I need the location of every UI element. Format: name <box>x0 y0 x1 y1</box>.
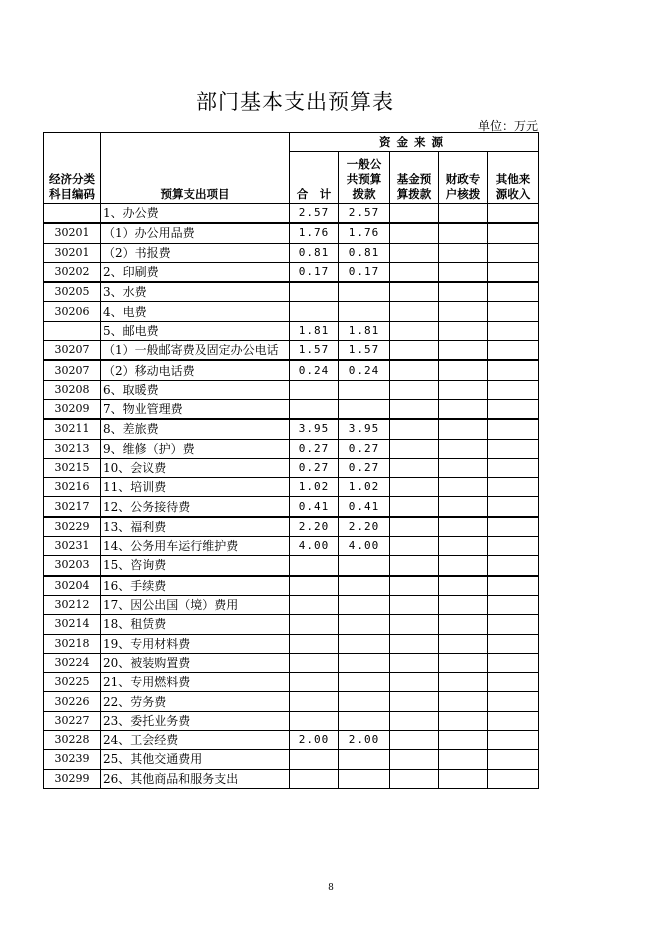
cell-total <box>290 556 339 576</box>
cell-econ-code: 30225 <box>44 673 101 692</box>
cell-other <box>488 243 539 262</box>
cell-total <box>290 595 339 614</box>
cell-fund-budget <box>390 204 439 224</box>
cell-total: 0.27 <box>290 458 339 477</box>
table-row <box>44 439 539 458</box>
cell-total <box>290 615 339 634</box>
cell-econ-code: 30228 <box>44 731 101 750</box>
table-row <box>44 615 539 634</box>
cell-fund-budget <box>390 360 439 380</box>
header-total: 合 计 <box>290 152 339 204</box>
cell-econ-code: 30208 <box>44 380 101 399</box>
cell-total: 0.41 <box>290 497 339 517</box>
cell-general-budget: 1.76 <box>339 223 390 243</box>
cell-fiscal <box>439 537 488 556</box>
cell-total: 2.20 <box>290 517 339 537</box>
cell-item: 25、其他交通费用 <box>101 750 290 769</box>
cell-fiscal <box>439 380 488 399</box>
table-row <box>44 321 539 340</box>
cell-econ-code: 30217 <box>44 497 101 517</box>
cell-fund-budget <box>390 282 439 302</box>
cell-total <box>290 653 339 672</box>
cell-other <box>488 380 539 399</box>
cell-general-budget <box>339 282 390 302</box>
cell-fiscal <box>439 282 488 302</box>
header-sources: 资金来源 <box>290 133 539 152</box>
cell-fiscal <box>439 439 488 458</box>
header-fund-budget <box>390 152 439 204</box>
header-other <box>488 152 539 204</box>
cell-item: （2）移动电话费 <box>101 360 290 380</box>
cell-econ-code: 30216 <box>44 478 101 497</box>
cell-total <box>290 399 339 419</box>
cell-general-budget <box>339 634 390 653</box>
cell-item: 16、手续费 <box>101 576 290 596</box>
cell-econ-code: 30226 <box>44 692 101 711</box>
cell-other <box>488 615 539 634</box>
cell-fiscal <box>439 360 488 380</box>
cell-general-budget: 2.20 <box>339 517 390 537</box>
cell-item: 17、因公出国（境）费用 <box>101 595 290 614</box>
table-row <box>44 595 539 614</box>
cell-fiscal <box>439 769 488 788</box>
header-fiscal-line2: 户核拨 <box>445 187 481 201</box>
cell-other <box>488 360 539 380</box>
cell-general-budget: 1.57 <box>339 341 390 361</box>
cell-fiscal <box>439 711 488 730</box>
cell-econ-code: 30299 <box>44 769 101 788</box>
table-row <box>44 282 539 302</box>
cell-item: 24、工会经费 <box>101 731 290 750</box>
cell-general-budget: 1.02 <box>339 478 390 497</box>
cell-item: （2）书报费 <box>101 243 290 262</box>
cell-fiscal <box>439 595 488 614</box>
cell-general-budget: 4.00 <box>339 537 390 556</box>
cell-item: 4、电费 <box>101 302 290 321</box>
header-general-line3: 拨款 <box>352 187 376 201</box>
table-row <box>44 692 539 711</box>
cell-fund-budget <box>390 634 439 653</box>
cell-fund-budget <box>390 576 439 596</box>
cell-general-budget <box>339 653 390 672</box>
cell-other <box>488 204 539 224</box>
cell-general-budget: 1.81 <box>339 321 390 340</box>
cell-item: 22、劳务费 <box>101 692 290 711</box>
table-row <box>44 223 539 243</box>
cell-econ-code: 30211 <box>44 419 101 439</box>
cell-item: 10、会议费 <box>101 458 290 477</box>
cell-item: 3、水费 <box>101 282 290 302</box>
table-row <box>44 360 539 380</box>
cell-econ-code: 30229 <box>44 517 101 537</box>
cell-fund-budget <box>390 439 439 458</box>
cell-other <box>488 458 539 477</box>
cell-econ-code: 30231 <box>44 537 101 556</box>
cell-other <box>488 478 539 497</box>
cell-item: （1）一般邮寄费及固定办公电话 <box>101 341 290 361</box>
cell-other <box>488 419 539 439</box>
cell-total: 2.00 <box>290 731 339 750</box>
cell-general-budget <box>339 380 390 399</box>
cell-econ-code: 30207 <box>44 360 101 380</box>
cell-item: 19、专用材料费 <box>101 634 290 653</box>
cell-econ-code: 30218 <box>44 634 101 653</box>
table-row <box>44 673 539 692</box>
header-general-budget <box>339 152 390 204</box>
cell-item: 15、咨询费 <box>101 556 290 576</box>
table-row <box>44 556 539 576</box>
cell-fiscal <box>439 750 488 769</box>
cell-other <box>488 282 539 302</box>
cell-fund-budget <box>390 341 439 361</box>
cell-econ-code: 30215 <box>44 458 101 477</box>
cell-item: 26、其他商品和服务支出 <box>101 769 290 788</box>
cell-fund-budget <box>390 517 439 537</box>
cell-econ-code <box>44 204 101 224</box>
cell-fiscal <box>439 497 488 517</box>
cell-item: 7、物业管理费 <box>101 399 290 419</box>
table-row <box>44 769 539 788</box>
table-row <box>44 750 539 769</box>
table-row <box>44 653 539 672</box>
cell-general-budget: 2.00 <box>339 731 390 750</box>
header-econ-code-line1: 经济分类 <box>49 172 95 186</box>
cell-total: 0.81 <box>290 243 339 262</box>
cell-item: 23、委托业务费 <box>101 711 290 730</box>
cell-item: 13、福利费 <box>101 517 290 537</box>
cell-fund-budget <box>390 769 439 788</box>
cell-item: 21、专用燃料费 <box>101 673 290 692</box>
cell-econ-code: 30209 <box>44 399 101 419</box>
cell-other <box>488 692 539 711</box>
cell-fund-budget <box>390 321 439 340</box>
header-other-line2: 源收入 <box>495 187 531 201</box>
cell-general-budget <box>339 576 390 596</box>
page-number: 8 <box>328 883 334 893</box>
cell-econ-code: 30203 <box>44 556 101 576</box>
cell-fiscal <box>439 419 488 439</box>
cell-other <box>488 223 539 243</box>
cell-total: 1.81 <box>290 321 339 340</box>
cell-item: 18、租赁费 <box>101 615 290 634</box>
table-row <box>44 204 539 224</box>
cell-other <box>488 595 539 614</box>
cell-total <box>290 282 339 302</box>
header-econ-code-line2: 科目编码 <box>49 187 95 201</box>
cell-fund-budget <box>390 711 439 730</box>
cell-general-budget <box>339 595 390 614</box>
table-row <box>44 302 539 321</box>
cell-other <box>488 321 539 340</box>
cell-fiscal <box>439 673 488 692</box>
cell-econ-code <box>44 321 101 340</box>
cell-item: 6、取暖费 <box>101 380 290 399</box>
header-general-line1: 一般公 <box>346 157 382 171</box>
cell-fiscal <box>439 634 488 653</box>
cell-econ-code: 30206 <box>44 302 101 321</box>
cell-other <box>488 399 539 419</box>
cell-fund-budget <box>390 262 439 282</box>
cell-fiscal <box>439 302 488 321</box>
cell-general-budget <box>339 556 390 576</box>
cell-general-budget <box>339 692 390 711</box>
header-fund-line2: 算拨款 <box>396 187 432 201</box>
cell-item: 1、办公费 <box>101 204 290 224</box>
table-row <box>44 537 539 556</box>
unit-label: 单位：万元 <box>477 119 538 133</box>
cell-fiscal <box>439 458 488 477</box>
cell-general-budget: 0.81 <box>339 243 390 262</box>
table-row <box>44 576 539 596</box>
cell-fund-budget <box>390 497 439 517</box>
header-other-line1: 其他来 <box>495 172 531 186</box>
cell-total: 0.17 <box>290 262 339 282</box>
cell-fund-budget <box>390 537 439 556</box>
cell-other <box>488 731 539 750</box>
cell-other <box>488 537 539 556</box>
cell-econ-code: 30205 <box>44 282 101 302</box>
cell-total <box>290 634 339 653</box>
header-fiscal-line1: 财政专 <box>445 172 481 186</box>
cell-fiscal <box>439 399 488 419</box>
cell-fiscal <box>439 731 488 750</box>
cell-general-budget <box>339 399 390 419</box>
cell-fund-budget <box>390 653 439 672</box>
header-item: 预算支出项目 <box>101 133 290 204</box>
cell-item: 9、维修（护）费 <box>101 439 290 458</box>
table-row <box>44 731 539 750</box>
cell-fund-budget <box>390 673 439 692</box>
cell-total <box>290 380 339 399</box>
table-row <box>44 341 539 361</box>
cell-other <box>488 673 539 692</box>
cell-general-budget <box>339 711 390 730</box>
cell-fiscal <box>439 204 488 224</box>
cell-econ-code: 30213 <box>44 439 101 458</box>
cell-other <box>488 302 539 321</box>
cell-fiscal <box>439 478 488 497</box>
header-econ-code <box>44 133 101 204</box>
cell-item: 8、差旅费 <box>101 419 290 439</box>
cell-fiscal <box>439 341 488 361</box>
cell-total <box>290 769 339 788</box>
cell-total <box>290 673 339 692</box>
cell-total <box>290 692 339 711</box>
cell-fund-budget <box>390 419 439 439</box>
table-row <box>44 497 539 517</box>
cell-general-budget: 2.57 <box>339 204 390 224</box>
cell-econ-code: 30201 <box>44 243 101 262</box>
cell-econ-code: 30224 <box>44 653 101 672</box>
table-row <box>44 517 539 537</box>
cell-item: 5、邮电费 <box>101 321 290 340</box>
cell-fiscal <box>439 517 488 537</box>
cell-fund-budget <box>390 478 439 497</box>
cell-fund-budget <box>390 731 439 750</box>
cell-econ-code: 30214 <box>44 615 101 634</box>
cell-other <box>488 750 539 769</box>
table-row <box>44 399 539 419</box>
cell-general-budget: 3.95 <box>339 419 390 439</box>
header-fiscal <box>439 152 488 204</box>
cell-econ-code: 30239 <box>44 750 101 769</box>
cell-other <box>488 653 539 672</box>
cell-total: 4.00 <box>290 537 339 556</box>
cell-fund-budget <box>390 458 439 477</box>
cell-other <box>488 769 539 788</box>
cell-fund-budget <box>390 750 439 769</box>
cell-total <box>290 302 339 321</box>
cell-fiscal <box>439 653 488 672</box>
cell-total <box>290 711 339 730</box>
cell-fund-budget <box>390 556 439 576</box>
cell-total: 3.95 <box>290 419 339 439</box>
cell-total <box>290 576 339 596</box>
table-row <box>44 634 539 653</box>
cell-fiscal <box>439 243 488 262</box>
cell-fund-budget <box>390 223 439 243</box>
cell-general-budget: 0.17 <box>339 262 390 282</box>
table-row <box>44 458 539 477</box>
cell-total: 0.27 <box>290 439 339 458</box>
cell-fund-budget <box>390 302 439 321</box>
cell-general-budget <box>339 769 390 788</box>
cell-other <box>488 341 539 361</box>
cell-general-budget: 0.24 <box>339 360 390 380</box>
cell-total <box>290 750 339 769</box>
cell-item: 20、被装购置费 <box>101 653 290 672</box>
cell-fund-budget <box>390 399 439 419</box>
cell-econ-code: 30212 <box>44 595 101 614</box>
cell-total: 1.02 <box>290 478 339 497</box>
cell-item: 14、公务用车运行维护费 <box>101 537 290 556</box>
table-row <box>44 419 539 439</box>
cell-fund-budget <box>390 243 439 262</box>
cell-general-budget: 0.27 <box>339 458 390 477</box>
cell-item: 2、印刷费 <box>101 262 290 282</box>
cell-fiscal <box>439 556 488 576</box>
page-title: 部门基本支出预算表 <box>196 90 394 114</box>
cell-other <box>488 262 539 282</box>
cell-fiscal <box>439 262 488 282</box>
table-row <box>44 380 539 399</box>
cell-fiscal <box>439 576 488 596</box>
cell-general-budget <box>339 302 390 321</box>
cell-total: 2.57 <box>290 204 339 224</box>
cell-fund-budget <box>390 692 439 711</box>
cell-general-budget <box>339 615 390 634</box>
cell-fund-budget <box>390 615 439 634</box>
table-row <box>44 478 539 497</box>
table-row <box>44 262 539 282</box>
cell-general-budget <box>339 750 390 769</box>
cell-econ-code: 30227 <box>44 711 101 730</box>
cell-econ-code: 30201 <box>44 223 101 243</box>
cell-econ-code: 30207 <box>44 341 101 361</box>
cell-fiscal <box>439 615 488 634</box>
cell-item: 11、培训费 <box>101 478 290 497</box>
cell-general-budget <box>339 673 390 692</box>
cell-fiscal <box>439 692 488 711</box>
budget-table <box>43 132 539 789</box>
header-general-line2: 共预算 <box>346 172 382 186</box>
cell-other <box>488 517 539 537</box>
cell-other <box>488 497 539 517</box>
cell-fund-budget <box>390 380 439 399</box>
cell-fiscal <box>439 321 488 340</box>
cell-econ-code: 30204 <box>44 576 101 596</box>
cell-total: 0.24 <box>290 360 339 380</box>
table-row <box>44 711 539 730</box>
cell-other <box>488 711 539 730</box>
cell-other <box>488 556 539 576</box>
cell-general-budget: 0.27 <box>339 439 390 458</box>
cell-total: 1.57 <box>290 341 339 361</box>
cell-item: （1）办公用品费 <box>101 223 290 243</box>
cell-other <box>488 634 539 653</box>
cell-general-budget: 0.41 <box>339 497 390 517</box>
cell-other <box>488 439 539 458</box>
cell-other <box>488 576 539 596</box>
table-row <box>44 243 539 262</box>
header-fund-line1: 基金预 <box>396 172 432 186</box>
cell-econ-code: 30202 <box>44 262 101 282</box>
cell-fiscal <box>439 223 488 243</box>
cell-item: 12、公务接待费 <box>101 497 290 517</box>
cell-fund-budget <box>390 595 439 614</box>
cell-total: 1.76 <box>290 223 339 243</box>
